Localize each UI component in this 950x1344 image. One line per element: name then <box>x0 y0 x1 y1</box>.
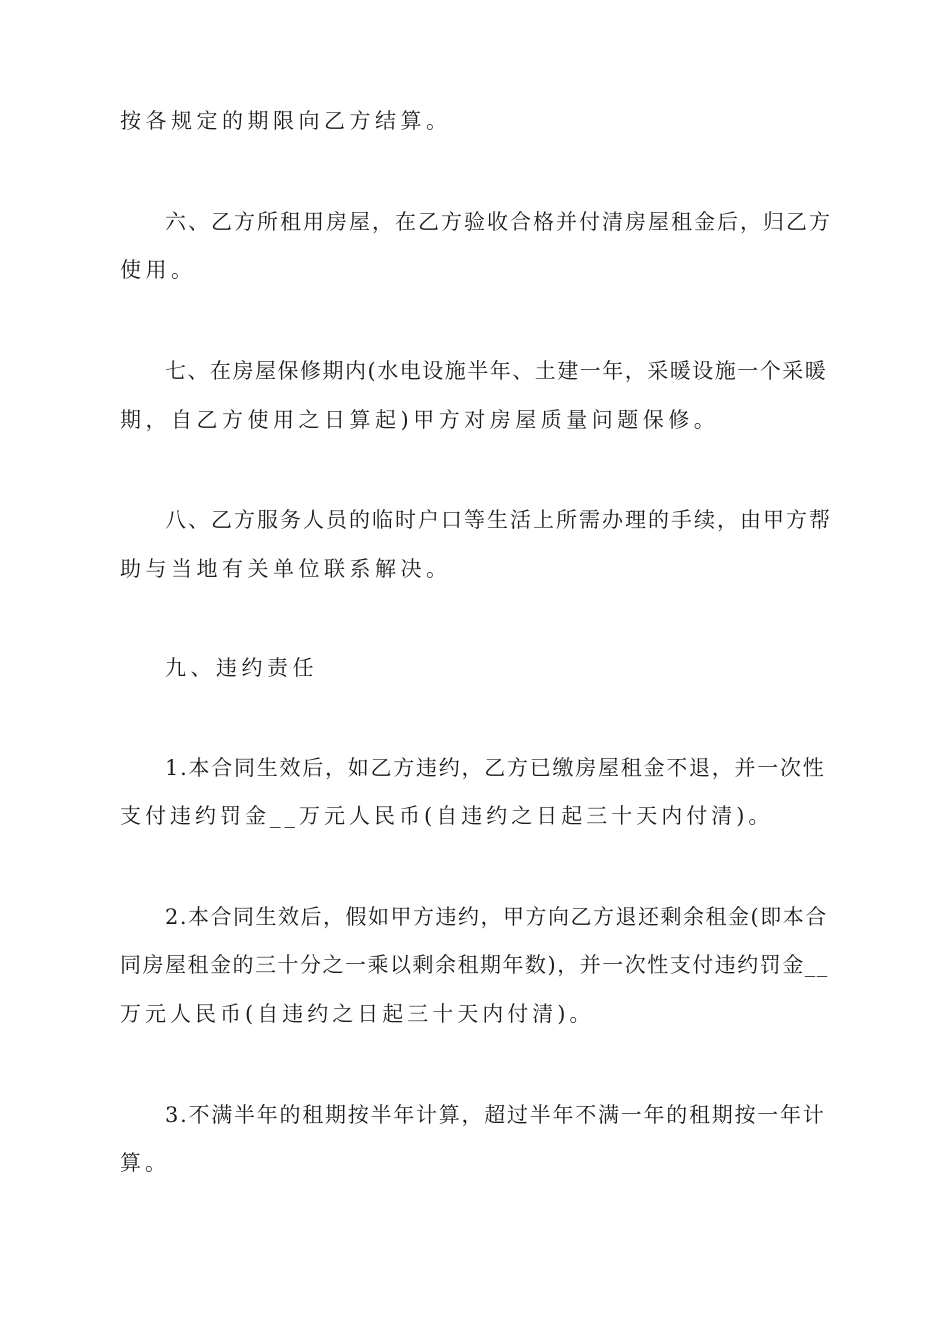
paragraph-line: 助与当地有关单位联系解决。 <box>120 557 452 581</box>
paragraph-line: 期，自乙方使用之日算起)甲方对房屋质量问题保修。 <box>120 408 720 432</box>
paragraph-line: 支付违约罚金__万元人民币(自违约之日起三十天内付清)。 <box>120 804 774 828</box>
paragraph-line: 按各规定的期限向乙方结算。 <box>120 109 452 133</box>
paragraph-line: 同房屋租金的三十分之一乘以剩余租期年数)，并一次性支付违约罚金__ <box>120 953 829 977</box>
paragraph-line: 使用。 <box>120 258 197 282</box>
paragraph-line: 1.本合同生效后，如乙方违约，乙方已缴房屋租金不退，并一次性 <box>165 756 826 780</box>
paragraph-line: 算。 <box>120 1151 170 1175</box>
paragraph-line: 六、乙方所租用房屋，在乙方验收合格并付清房屋租金后，归乙方 <box>165 210 832 234</box>
paragraph-line: 七、在房屋保修期内(水电设施半年、土建一年，采暖设施一个采暖 <box>165 359 828 383</box>
paragraph-line: 3.不满半年的租期按半年计算，超过半年不满一年的租期按一年计 <box>165 1103 826 1127</box>
paragraph-line: 八、乙方服务人员的临时户口等生活上所需办理的手续，由甲方帮 <box>165 508 832 532</box>
paragraph-line: 2.本合同生效后，假如甲方违约，甲方向乙方退还剩余租金(即本合 <box>165 905 828 929</box>
section-heading: 九、违约责任 <box>165 656 318 680</box>
paragraph-line: 万元人民币(自违约之日起三十天内付清)。 <box>120 1002 595 1026</box>
